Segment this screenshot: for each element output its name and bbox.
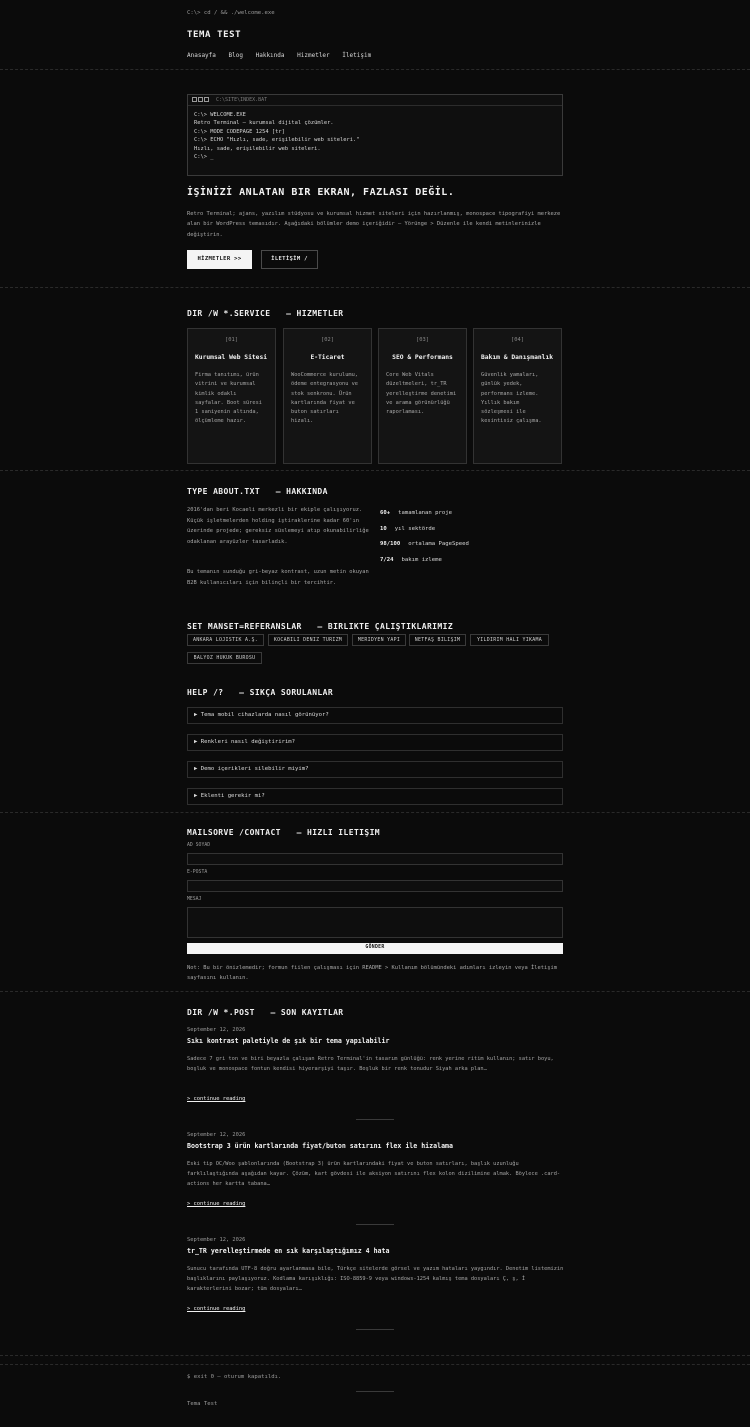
divider [0,69,750,70]
divider [0,812,750,813]
service-desc: WooCommerce kurulumu, ödeme entegrasyonu ve stok senkronu. Ürün kartlarında fiyat ve buton satırları hizalı. [291,372,358,425]
stat-item [380,541,469,549]
header-prompt: C:\> cd / && ./welcome.exe [187,10,275,16]
post-title[interactable]: Bootstrap 3 ürün kartlarında fiyat/buton satırını flex ile hizalama [187,1142,453,1150]
reference-tag: KOCABILI DENIZ TURIZM [268,634,348,646]
nav-contact[interactable]: İletişim [342,52,372,59]
faq-question: Demo içerikleri silebilir miyim? [200,766,309,772]
post-excerpt: Sadece 7 gri ton ve biri beyazla çalışan Retro Terminal'in tasarım günlüğü: renk yerine ritim kullanın; satır boyu, boşluk ve monospace fontun kendisi hiyerarşiyi taşır. Boşluk bir renk tonudur Siyah arka plan… [187,1056,554,1073]
stat-item [380,557,442,565]
service-index: [01] [225,337,238,343]
service-index: [02] [321,337,334,343]
post-title[interactable]: Sıkı kontrast paletiyle de şık bir tema yapılabilir [187,1037,390,1045]
reference-tag: BALYOZ HUKUK BUROSU [187,652,262,664]
window-square-icon [198,97,203,102]
faq-question: Renkleri nasıl değiştiririm? [200,739,296,745]
services-heading [187,308,344,319]
window-square-icon [192,97,197,102]
contact-note: Not: Bu bir önizlemedir; formun fiilen çalışması için README > Kullanım bölümündeki adımları izleyin veya İletişim sayfasını kullanın. [187,965,557,982]
service-card [283,328,372,464]
contact-heading-label: — HIZLI ILETIŞIM [296,828,381,837]
triangle-right-icon: ▶ [194,712,198,718]
triangle-right-icon: ▶ [194,739,198,745]
terminal-line: C:\> _ [194,153,214,160]
references-heading-label: — BIRLIKTE ÇALIŞTIKLARIMIZ [317,622,454,631]
divider [0,1364,750,1365]
footer-site-name: Tema Test [187,1401,218,1407]
post-excerpt: Sunucu tarafında UTF-8 doğru ayarlanmasa bile, Türkçe sitelerde görsel ve yazım hataları yaygındır. Denetim listemizin başlıklarını paylaşıyoruz. Kodlama karışıklığı: ISO-8859-9 veya windows-1254 kalmış tema dosyaları Ç, ş, İ karakterlerini bozar; tüm dosyaları… [187,1266,564,1293]
window-square-icon [204,97,209,102]
divider [0,470,750,471]
post-separator [356,1224,394,1225]
services-heading-label: — HIZMETLER [286,309,344,318]
faq-heading-label: — SIKÇA SORULANLAR [239,688,334,697]
terminal-title: C:\SITE\INDEX.BAT [216,97,268,103]
post-date: September 12, 2026 [187,1237,246,1243]
service-card [473,328,562,464]
submit-button[interactable]: GÖNDER [187,943,563,954]
reference-tag: MERIDYEN YAPI [352,634,406,646]
posts-heading [187,1007,344,1018]
divider [0,1355,750,1356]
reference-tag: NETFAŞ BILIŞIM [409,634,466,646]
post-separator [356,1119,394,1120]
nav-blog[interactable]: Blog [228,52,243,59]
main-nav [187,52,380,60]
divider [0,991,750,992]
about-heading [187,486,328,497]
nav-home[interactable]: Anasayfa [187,52,216,59]
stat-item [380,526,435,534]
post-date: September 12, 2026 [187,1027,246,1033]
services-button[interactable]: HİZMETLER >> [187,250,252,269]
email-field[interactable] [187,880,563,892]
stat-value: 98/100 [380,541,401,547]
stat-value: 60+ [380,510,391,516]
terminal-line: C:\> WELCOME.EXE [194,112,246,118]
terminal-titlebar [188,95,562,106]
about-para: Bu temanın sunduğu gri-beyaz kontrast, uzun metin okuyan B2B kullanıcıları için bilinçli bir tercihtir. [187,569,369,586]
continue-reading-link[interactable]: > continue reading [187,1096,246,1102]
post-excerpt: Eski tip OC/Woo şablonlarında (Bootstrap 3) ürün kartlarındaki fiyat ve buton satırları, başlık uzunluğu farklılaştığında aşağıdan kayar. Çözüm, kart gövdesi ile aksiyon satırını flex kolon dizilimine almak. Böylece .card-actions her kartta tabana… [187,1161,561,1188]
service-card [187,328,276,464]
message-label: MESAJ [187,897,202,902]
faq-heading-cmd: HELP /? [187,688,224,697]
triangle-right-icon: ▶ [194,793,198,799]
terminal-line: Retro Terminal — kurumsal dijital çözümler. [194,120,334,127]
hero-lead: Retro Terminal; ajans, yazılım stüdyosu ve kurumsal hizmet siteleri için hazırlanmış, monospace tipografiyi merkeze alan bir WordPress temasıdır. Aşağıdaki bölümler demo içeriğidir — Yörünge > Düzenle ile kendi metinlerinizle değiştirin. [187,211,561,238]
service-title: SEO & Performans [392,353,453,361]
service-card [378,328,467,464]
message-field[interactable] [187,907,563,938]
reference-tag: ANKARA LOJISTIK A.Ş. [187,634,264,646]
continue-reading-link[interactable]: > continue reading [187,1201,246,1207]
services-heading-cmd: DIR /W *.SERVICE [187,309,271,318]
faq-item[interactable] [187,761,563,778]
stat-label: ortalama PageSpeed [408,541,469,547]
service-index: [04] [511,337,524,343]
stat-label: tamamlanan proje [398,510,452,516]
post-date: September 12, 2026 [187,1132,246,1138]
service-index: [03] [416,337,429,343]
faq-question: Eklenti gerekir mi? [200,793,265,799]
triangle-right-icon: ▶ [194,766,198,772]
faq-item[interactable] [187,788,563,805]
reference-tag: YILDIRIM HALI YIKAMA [470,634,549,646]
terminal-line: C:\> MODE CODEPAGE 1254 [tr] [194,128,285,135]
faq-question: Tema mobil cihazlarda nasıl görünüyor? [200,712,329,718]
references-heading-cmd: SET MANSET=REFERANSLAR [187,622,302,631]
hero-terminal [187,94,563,176]
service-title: E-Ticaret [310,353,345,361]
faq-heading [187,687,333,698]
stat-label: yıl sektörde [394,526,436,532]
stat-value: 10 [380,526,387,532]
nav-services[interactable]: Hizmetler [297,52,330,59]
contact-button[interactable]: İLETİŞİM / [261,250,318,269]
terminal-line: C:\> ECHO "Hızlı, sade, erişilebilir web siteleri." [194,137,360,144]
site-title[interactable]: TEMA TEST [187,30,242,40]
faq-item[interactable] [187,707,563,724]
service-title: Bakım & Danışmanlık [481,353,554,361]
references-heading [187,621,453,632]
post-separator [356,1329,394,1330]
name-field[interactable] [187,853,563,865]
nav-about[interactable]: Hakkında [255,52,285,59]
footer-separator [356,1391,394,1392]
service-title: Kurumsal Web Sitesi [195,353,268,361]
name-label: AD SOYAD [187,843,211,848]
contact-heading [187,827,380,838]
footer-exit-line: $ exit 0 — oturum kapatıldı. [187,1374,282,1380]
service-desc: Firma tanıtımı, ürün vitrini ve kurumsal kimlik odaklı sayfalar. Boot süresi 1 saniyenin altında, ölçümleme hazır. [195,372,262,425]
continue-reading-link[interactable]: > continue reading [187,1306,246,1312]
about-heading-label: — HAKKINDA [275,487,328,496]
contact-heading-cmd: MAILSORVE /CONTACT [187,828,281,837]
hero-headline: İŞİNİZİ ANLATAN BIR EKRAN, FAZLASI DEĞİL. [187,187,455,198]
divider [0,287,750,288]
stat-value: 7/24 [380,557,394,563]
about-heading-cmd: TYPE ABOUT.TXT [187,487,261,496]
terminal-body [188,106,562,166]
posts-heading-cmd: DIR /W *.POST [187,1008,255,1017]
email-label: E-POSTA [187,870,208,875]
posts-heading-label: — SON KAYITLAR [270,1008,344,1017]
terminal-line: Hızlı, sade, erişilebilir web siteleri. [194,145,321,152]
stat-item [380,510,452,518]
service-desc: Güvenlik yamaları, günlük yedek, performans izleme. Yıllık bakım sözleşmesi ile kesintisiz çalışma. [481,372,542,425]
faq-item[interactable] [187,734,563,751]
about-para: 2016'dan beri Kocaeli merkezli bir ekiple çalışıyoruz. Küçük işletmelerden holding iştiraklerine kadar 60'ın üzerinde projede; gereksiz süslemeyi atıp okunabilirliğe odaklanan arayüzler tasarladık. [187,507,369,545]
stat-label: bakım izleme [401,557,442,563]
post-title[interactable]: tr_TR yerelleştirmede en sık karşılaştığımız 4 hata [187,1247,390,1255]
service-desc: Core Web Vitals düzeltmeleri, tr_TR yerelleştirme denetimi ve arama görünürlüğü raporlaması. [386,372,457,416]
